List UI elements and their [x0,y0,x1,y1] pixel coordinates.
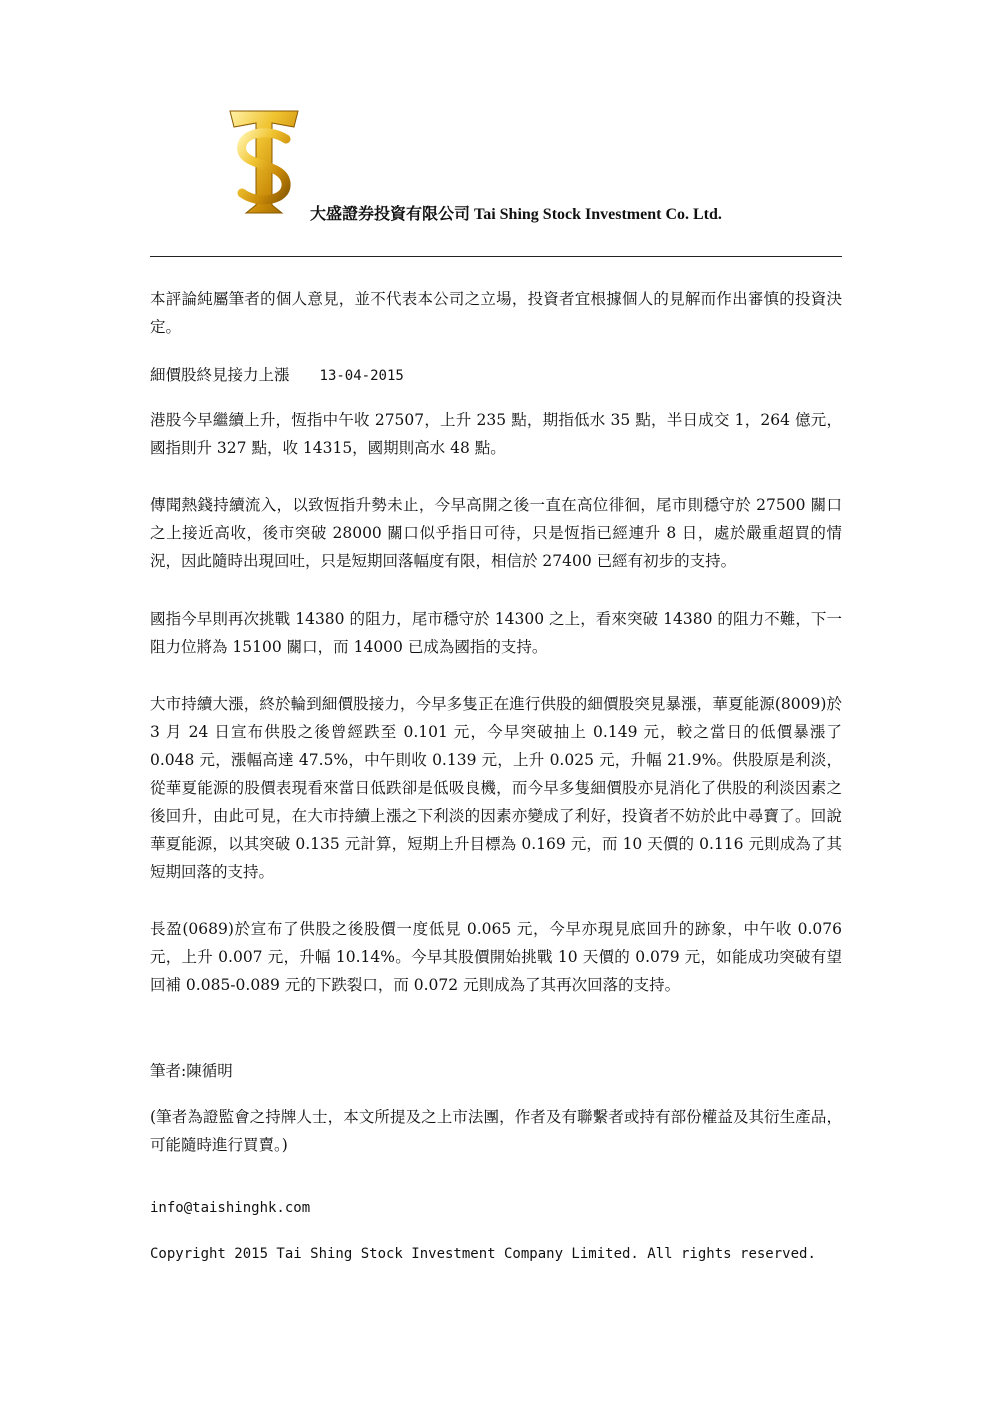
email-link[interactable]: info@taishinghk.com [150,1200,311,1216]
disclaimer: 本評論純屬筆者的個人意見，並不代表本公司之立場，投資者宜根據個人的見解而作出審慎的投資決定。 [150,290,842,336]
paragraph: 長盈(0689)於宣布了供股之後股價一度低見 0.065 元，今早亦現見底回升的跡象，中午收 0.076 元，上升 0.007 元，升幅 10.14%。今早其股價開始挑戰 10 天價的 0.079 元，如能成功突破有望回補 0.085-0.089 元的下跌裂口，而 0.072 元則成為了其再次回落的支持。 [150,920,842,994]
company-name: 大盛證券投資有限公司 Tai Shing Stock Investment Co. Ltd. [310,206,722,223]
company-logo [228,105,300,217]
article-date: 13-04-2015 [319,368,404,384]
header-divider [150,256,842,257]
paragraph: 國指今早則再次挑戰 14380 的阻力，尾市穩守於 14300 之上，看來突破 14380 的阻力不難，下一阻力位將為 15100 關口，而 14000 已成為國指的支持。 [150,610,842,656]
article-title: 細價股終見接力上漲 [150,366,290,384]
article-heading [150,361,404,390]
copyright: Copyright 2015 Tai Shing Stock Investment Company Limited. All rights reserved. [150,1246,816,1262]
author-note: (筆者為證監會之持牌人士，本文所提及之上市法團，作者及有聯繫者或持有部份權益及其衍生產品，可能隨時進行買賣。) [150,1108,842,1154]
author: 筆者:陳循明 [150,1062,233,1080]
letterhead [150,105,842,255]
paragraph: 大市持續大漲，終於輪到細價股接力，今早多隻正在進行供股的細價股突見暴漲，華夏能源(8009)於 3 月 24 日宣布供股之後曾經跌至 0.101 元，今早突破抽上 0.149 元，較之當日的低價暴漲了 0.048 元，漲幅高達 47.5%，中午則收 0.139 元，上升 0.025 元，升幅 21.9%。供股原是利淡，從華夏能源的股價表現看來當日低跌卻是低吸良機，而今早多隻細價股亦見消化了供股的利淡因素之後回升，由此可見，在大市持續上漲之下利淡的因素亦變成了利好，投資者不妨於此中尋寶了。回說華夏能源，以其突破 0.135 元計算，短期上升目標為 0.169 元，而 10 天價的 0.116 元則成為了其短期回落的支持。 [150,695,842,881]
paragraph: 傳聞熱錢持續流入，以致恆指升勢未止，今早高開之後一直在高位徘徊，尾市則穩守於 27500 關口之上接近高收，後市突破 28000 關口似乎指日可待，只是恆指已經連升 8 日，處於嚴重超買的情況，因此隨時出現回吐，只是短期回落幅度有限，相信於 27400 已經有初步的支持。 [150,496,842,570]
paragraph: 港股今早繼續上升，恆指中午收 27507，上升 235 點，期指低水 35 點，半日成交 1，264 億元，國指則升 327 點，收 14315，國期則高水 48 點。 [150,411,842,457]
